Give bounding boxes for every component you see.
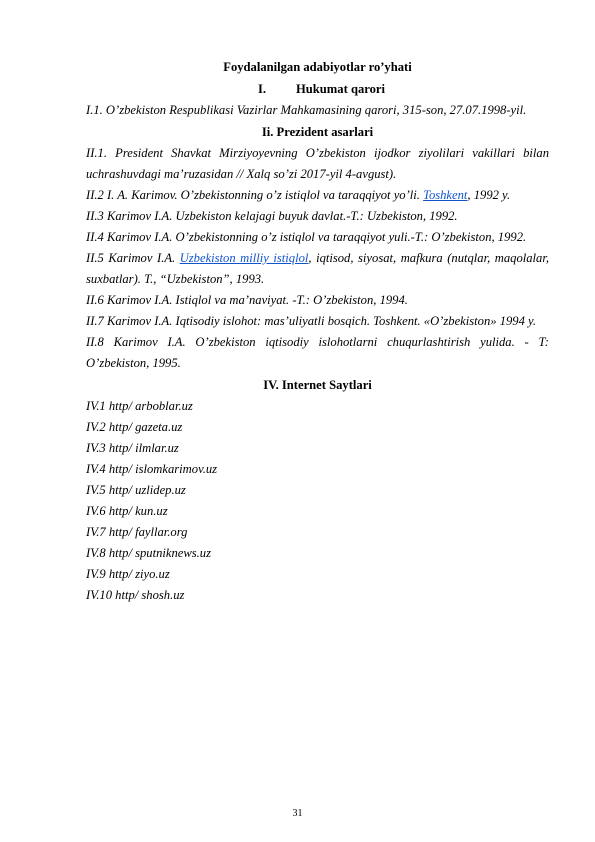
document-content: [86, 56, 549, 606]
reference-item: [86, 185, 549, 206]
reference-item: II.3 Karimov I.A. Uzbekiston kelajagi buyuk davlat.-T.: Uzbekiston, 1992.: [86, 209, 458, 223]
website-item: IV.3 http/ ilmlar.uz: [86, 441, 179, 455]
website-item: IV.5 http/ uzlidep.uz: [86, 483, 186, 497]
reference-item: II.6 Karimov I.A. Istiqlol va ma’naviyat. -T.: O’zbekiston, 1994.: [86, 293, 408, 307]
section-heading-president-works: Ii. Prezident asarlari: [261, 125, 374, 139]
page-number: 31: [292, 808, 303, 819]
reference-link-milliy-istiqlol[interactable]: Uzbekiston milliy istiqlol: [179, 251, 309, 265]
reference-text: II.5 Karimov I.A.: [86, 251, 180, 265]
website-item: IV.6 http/ kun.uz: [86, 504, 168, 518]
section-title: Hukumat qarori: [296, 82, 385, 96]
website-item: IV.2 http/ gazeta.uz: [86, 420, 183, 434]
section-heading-government-decree: [86, 78, 549, 100]
reference-text: , 1992 y.: [467, 188, 511, 202]
reference-text: II.2 I. A. Karimov. O’zbekistonning o’z istiqlol va taraqqiyot yo’li.: [86, 188, 424, 202]
reference-link-toshkent[interactable]: Toshkent: [423, 188, 468, 202]
reference-item: II.4 Karimov I.A. O’zbekistonning o’z istiqlol va taraqqiyot yuli.-T.: O’zbekiston, 1992.: [86, 230, 527, 244]
section-heading-internet-sites: IV. Internet Saytlari: [263, 378, 372, 392]
website-item: IV.4 http/ islomkarimov.uz: [86, 462, 218, 476]
website-item: IV.7 http/ fayllar.org: [86, 525, 188, 539]
reference-item: II.8 Karimov I.A. O’zbekiston iqtisodiy islohotlarni chuqurlashtirish yulida. - T: O’zbekiston, 1995.: [86, 335, 549, 370]
website-item: IV.8 http/ sputniknews.uz: [86, 546, 212, 560]
website-item: IV.1 http/ arboblar.uz: [86, 399, 193, 413]
reference-item: II.7 Karimov I.A. Iqtisodiy islohot: mas’uliyatli bosqich. Toshkent. «O’zbekiston» 1994 y.: [86, 314, 537, 328]
website-item: IV.10 http/ shosh.uz: [86, 588, 185, 602]
reference-text: , iqtisod, siyosat, mafkura (nutqlar, maqolalar, suxbatlar). T., “Uzbekiston”, 1993.: [86, 251, 549, 286]
reference-item: II.1. President Shavkat Mirziyoyevning O’zbekiston ijodkor ziyolilari vakillari bilan uchrashuvdagi ma’ruzasidan // Xalq so’zi 2017-yil 4-avgust).: [86, 146, 549, 181]
section-number: I.: [258, 82, 267, 96]
website-item: IV.9 http/ ziyo.uz: [86, 567, 170, 581]
page-title: Foydalanilgan adabiyotlar ro’yhati: [223, 60, 412, 74]
reference-item: [86, 248, 549, 290]
reference-item: I.1. O’zbekiston Respublikasi Vazirlar Mahkamasining qarori, 315-son, 27.07.1998-yil.: [86, 103, 527, 117]
